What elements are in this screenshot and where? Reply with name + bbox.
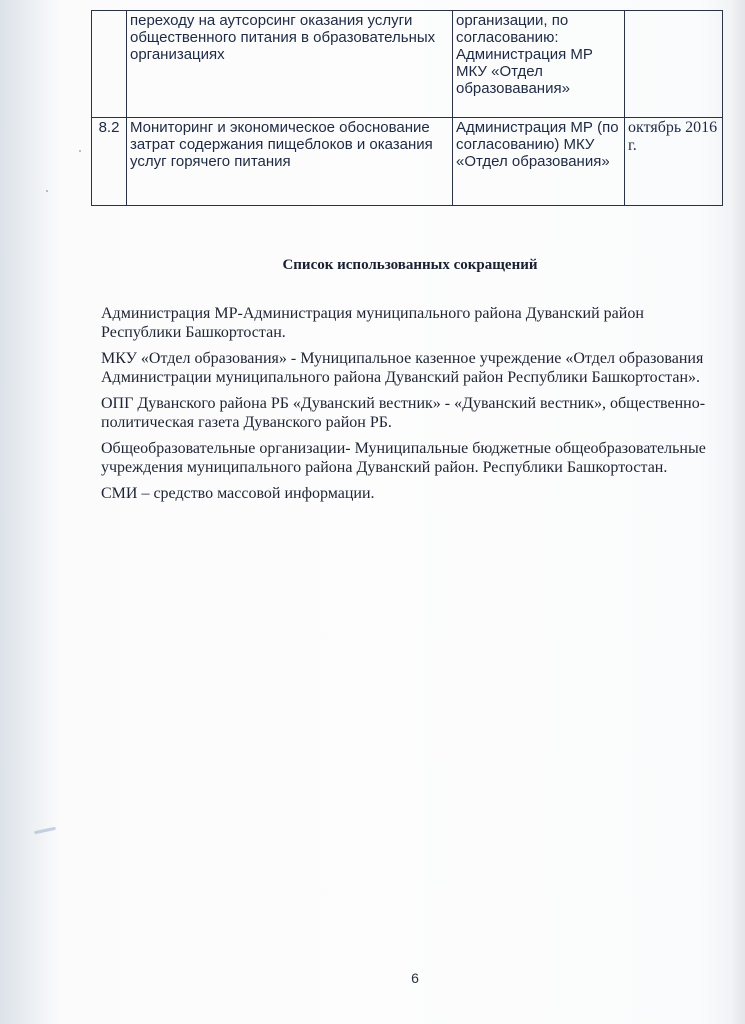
scan-shadow-right: [731, 0, 745, 1024]
abbreviation-item: СМИ – средство массовой информации.: [101, 485, 375, 502]
table-row: [92, 118, 723, 206]
responsible-cell: организации, по согласованию: Администрация МР МКУ «Отдел образовавания»: [453, 11, 625, 118]
activity-cell: Мониторинг и экономическое обоснование затрат содержания пищеблоков и оказания услуг горячего питания: [127, 118, 453, 206]
row-number-cell: 8.2: [92, 118, 127, 206]
abbreviation-item: МКУ «Отдел образования» - Муниципальное казенное учреждение «Отдел образования Администрации муниципального района Дуванский район Республики Башкортостан».: [101, 350, 704, 386]
abbreviation-item: Администрация МР-Администрация муниципального района Дуванский район Республики Башкортостан.: [101, 305, 644, 341]
table-row: [92, 11, 723, 118]
activity-cell: переходу на аутсорсинг оказания услуги общественного питания в образовательных организациях: [127, 11, 453, 118]
date-cell: [625, 11, 723, 118]
abbreviation-item: ОПГ Дуванского района РБ «Дуванский вестник» - «Дуванский вестник», общественно-политическая газета Дуванского район РБ.: [101, 395, 706, 431]
row-number-cell: [92, 11, 127, 118]
section-title: Список использованных сокращений: [282, 257, 538, 273]
plan-table: [91, 10, 723, 206]
date-cell: октябрь 2016 г.: [625, 118, 723, 206]
scan-speck: [79, 150, 81, 152]
abbreviation-list: [101, 304, 723, 510]
scan-shadow-left: [0, 0, 58, 1024]
responsible-cell: Администрация МР (по согласованию) МКУ «Отдел образования»: [453, 118, 625, 206]
abbreviation-item: Общеобразовательные организации- Муниципальные бюджетные общеобразовательные учреждения муниципального района Дуванский район. Республики Башкортостан.: [101, 440, 706, 476]
page-number: 6: [411, 970, 419, 986]
scan-speck: [46, 190, 48, 192]
